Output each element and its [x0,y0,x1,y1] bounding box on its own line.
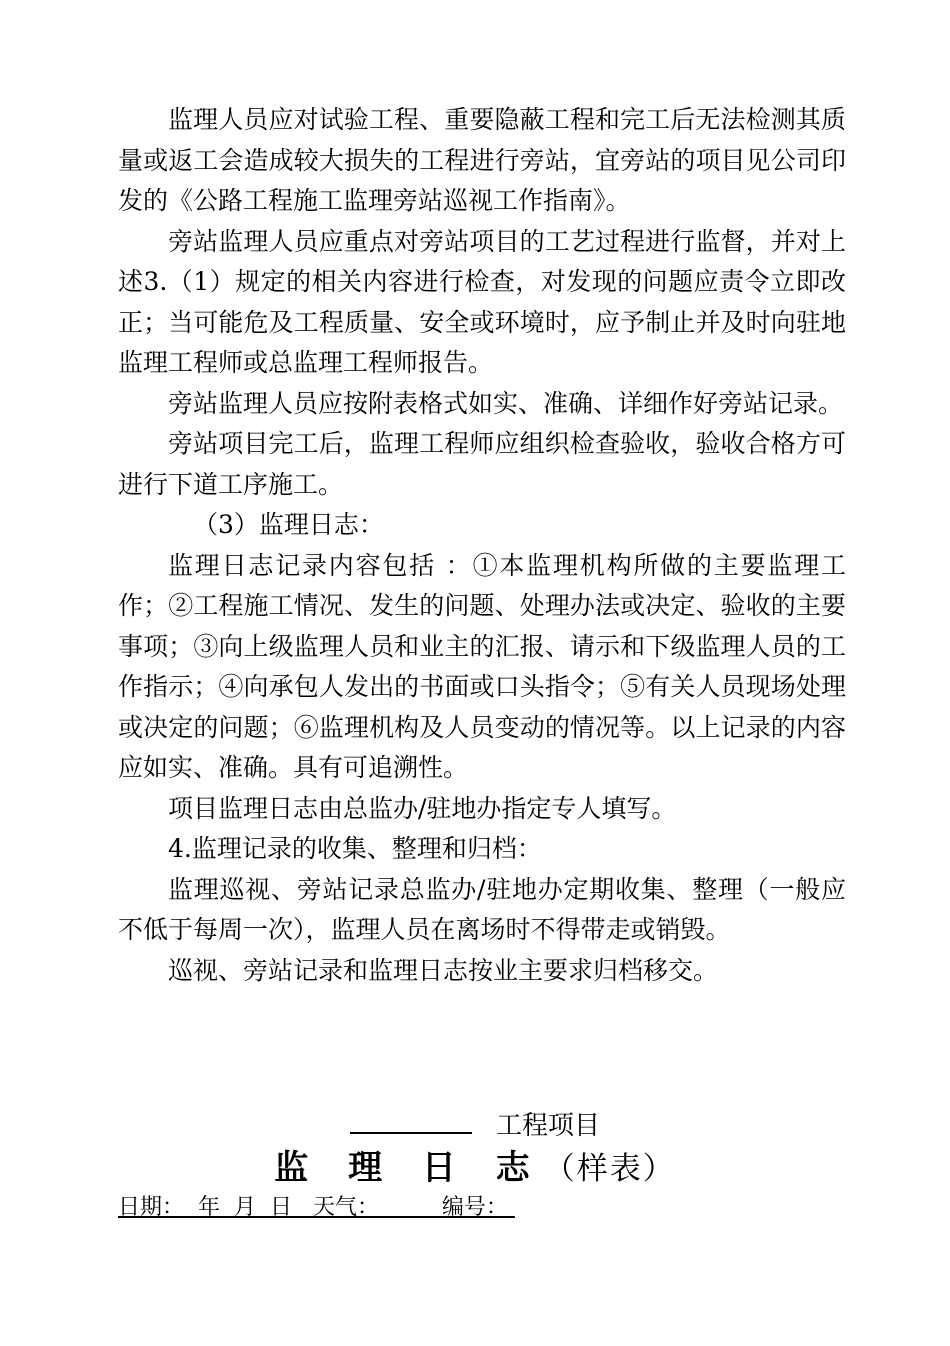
body-text [118,100,846,991]
project-name-blank [350,1106,472,1134]
paragraph-sidestation-acceptance: 旁站项目完工后，监理工程师应组织检查验收，验收合格方可进行下道工序施工。 [118,429,846,499]
paragraph-sidestation-record: 旁站监理人员应按附表格式如实、准确、详细作好旁站记录。 [168,388,844,418]
paragraph-record-collection: 监理巡视、旁站记录总监办/驻地办定期收集、整理（一般应不低于每周一次），监理人员在离场时不得带走或销毁。 [118,874,846,944]
form-title-sample: （样表） [543,1151,676,1187]
paragraph-log-contents: 监理日志记录内容包括 ：①本监理机构所做的主要监理工作；②工程施工情况、发生的问题、处理办法或决定、验收的主要事项；③向上级监理人员和业主的汇报、请示和下级监理人员的工作指示；④向承包人发出的书面或口头指令；⑤有关人员现场处理或决定的问题；⑥监理机构及人员变动的情况等。以上记录的内容应如实、准确。具有可追溯性。 [118,550,846,782]
form-date-weather-number-line: 日期： 年 月 日 天气： 编号： [118,1195,515,1220]
paragraph-sidestation-scope: 监理人员应对试验工程、重要隐蔽工程和完工后无法检测其质量或返工会造成较大损失的工程进行旁站，宜旁站的项目见公司印发的《公路工程施工监理旁站巡视工作指南》。 [118,105,846,215]
form-title [0,1145,950,1197]
paragraph-sidestation-supervision: 旁站监理人员应重点对旁站项目的工艺过程进行监督，并对上述3.（1）规定的相关内容进行检查，对发现的问题应责令立即改正；当可能危及工程质量、安全或环境时，应予制止并及时向驻地监理工程师或总监理工程师报告。 [118,226,846,377]
form-project-line [0,1106,950,1144]
heading-supervision-log: （3）监理日志： [193,510,384,539]
project-suffix: 工程项目 [495,1111,600,1141]
paragraph-record-handover: 巡视、旁站记录和监理日志按业主要求归档移交。 [168,955,719,985]
heading-record-archiving: 4.监理记录的收集、整理和归档： [168,834,542,863]
paragraph-log-writer: 项目监理日志由总监办/驻地办指定专人填写。 [168,793,677,823]
form-title-main: 监 理 日 志 [274,1148,544,1188]
